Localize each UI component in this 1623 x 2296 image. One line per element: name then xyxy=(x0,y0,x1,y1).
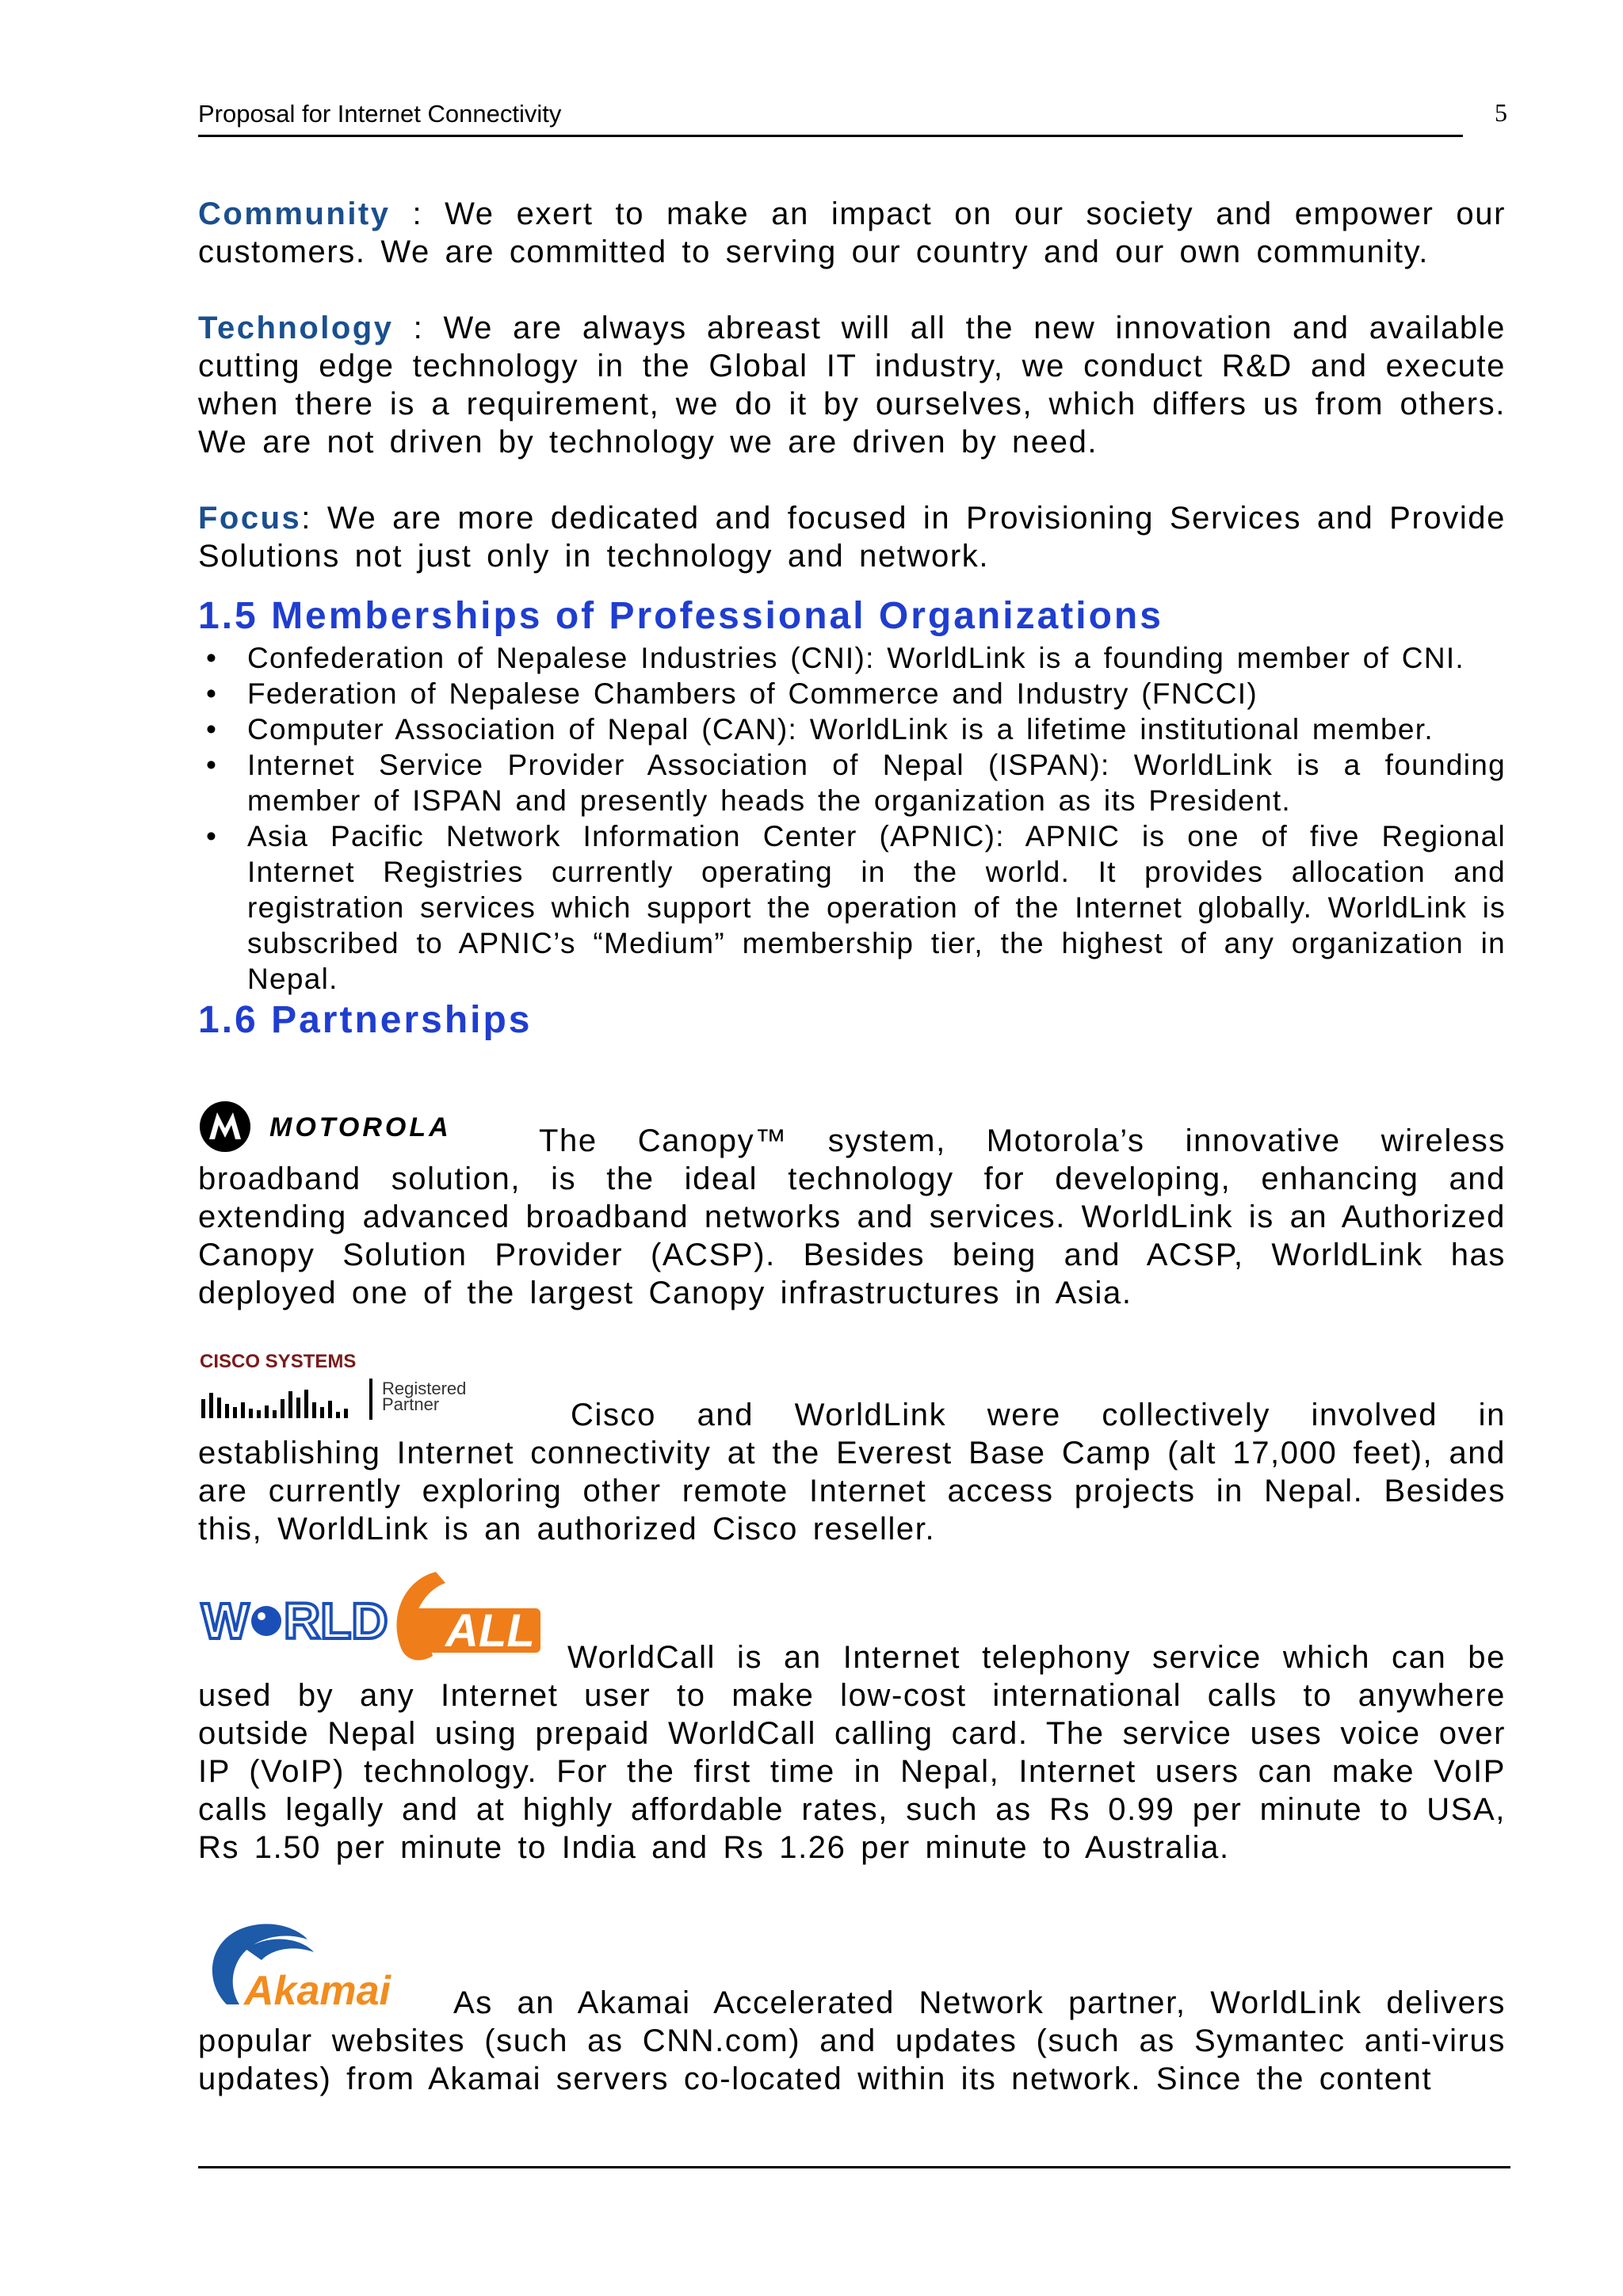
community-text: We exert to make an impact on our society and empower our customers. We are committed to serving our country and our own community. xyxy=(198,196,1506,269)
motorola-partner xyxy=(198,1100,1506,1312)
motorola-logo xyxy=(198,1101,515,1160)
page-header xyxy=(198,100,1463,137)
header-title: Proposal for Internet Connectivity xyxy=(198,100,562,128)
cisco-wordmark: CISCO SYSTEMS xyxy=(200,1351,357,1372)
page-number: 5 xyxy=(1495,98,1507,127)
bullet-icon: • xyxy=(206,820,218,852)
separator: : xyxy=(390,196,445,231)
cisco-text: Cisco and WorldLink were collectively involved in establishing Internet connectivity at the Everest Base Camp (alt 17,000 feet), and are currently exploring other remote Internet access projects in Nepal. Besides this, WorldLink is an authorized Cisco reseller. xyxy=(198,1398,1506,1547)
list-item-text: Asia Pacific Network Information Center (APNIC): APNIC is one of five Regional Internet Registries currently operating in the world. It provides allocation and registration services which support the operation of the Internet globally. WorldLink is subscribed to APNIC’s “Medium” membership tier, the highest of any organization in Nepal. xyxy=(247,820,1506,995)
memberships-heading: 1.5 Memberships of Professional Organizations xyxy=(198,595,1163,637)
worldcall-text: WorldCall is an Internet telephony service which can be used by any Internet user to make low-cost international calls to anywhere outside Nepal using prepaid WorldCall calling card. The service uses voice over IP (VoIP) technology. For the first time in Nepal, Internet users can make VoIP calls legally and at highly affordable rates, such as Rs 0.99 per minute to USA, Rs 1.50 per minute to India and Rs 1.26 per minute to Australia. xyxy=(198,1640,1506,1865)
cisco-partner xyxy=(198,1350,1506,1548)
community-paragraph xyxy=(198,195,1506,271)
worldcall-logo xyxy=(198,1569,544,1665)
cisco-registered-label: Registered xyxy=(382,1379,467,1398)
akamai-wordmark: Akamai xyxy=(244,1968,391,2014)
bullet-icon: • xyxy=(206,677,218,710)
list-item-text: Federation of Nepalese Chambers of Commerce and Industry (FNCCI) xyxy=(247,677,1258,710)
technology-paragraph xyxy=(198,309,1506,461)
partnerships-heading: 1.6 Partnerships xyxy=(198,999,533,1041)
akamai-partner xyxy=(198,1916,1506,2098)
separator: : xyxy=(301,501,327,536)
motorola-text: The Canopy™ system, Motorola’s innovative wireless broadband solution, is the ideal technology for developing, enhancing and extending advanced broadband networks and services. WorldLink is an Authorized Canopy Solution Provider (ACSP). Besides being and ACSP, WorldLink has deployed one of the largest Canopy infrastructures in Asia. xyxy=(198,1123,1506,1310)
list-item xyxy=(198,747,1506,818)
memberships-list xyxy=(198,640,1506,997)
focus-paragraph xyxy=(198,499,1506,575)
motorola-wordmark: MOTOROLA xyxy=(269,1112,452,1142)
footer-rule xyxy=(198,2166,1510,2168)
technology-text: We are always abreast will all the new innovation and available cutting edge technology in the Global IT industry, we conduct R&D and execute when there is a requirement, we do it by ourselves, which differs us from others. We are not driven by technology we are driven by need. xyxy=(198,311,1507,460)
community-keyword: Community xyxy=(198,196,391,231)
focus-text: We are more dedicated and focused in Provisioning Services and Provide Solutions not just only in technology and network. xyxy=(198,501,1506,574)
page-content xyxy=(198,195,1506,2098)
focus-keyword: Focus xyxy=(198,501,302,536)
list-item-text: Internet Service Provider Association of Nepal (ISPAN): WorldLink is a founding member of ISPAN and presently heads the organization as its President. xyxy=(247,749,1506,817)
separator: : xyxy=(393,311,444,345)
worldcall-partner xyxy=(198,1569,1506,1867)
list-item-text: Confederation of Nepalese Industries (CNI): WorldLink is a founding member of CNI. xyxy=(247,642,1465,674)
worldcall-w: W xyxy=(201,1592,250,1650)
cisco-partner-label: Partner xyxy=(382,1394,440,1414)
list-item xyxy=(198,818,1506,997)
bullet-icon: • xyxy=(206,749,218,781)
list-item xyxy=(198,640,1506,676)
technology-keyword: Technology xyxy=(198,311,394,345)
list-item-text: Computer Association of Nepal (CAN): WorldLink is a lifetime institutional member. xyxy=(247,713,1434,746)
bullet-icon: • xyxy=(206,642,218,674)
worldcall-all: ALL xyxy=(445,1605,535,1657)
akamai-text: As an Akamai Accelerated Network partner, WorldLink delivers popular websites (such as CNN.com) and updates (such as Symantec anti-virus updates) from Akamai servers co-located within its network. Since the content xyxy=(198,1985,1506,2096)
worldcall-rld: RLD xyxy=(284,1592,388,1650)
bullet-icon: • xyxy=(206,713,218,746)
akamai-logo xyxy=(198,1916,430,2017)
list-item xyxy=(198,711,1506,747)
cisco-logo xyxy=(198,1350,547,1421)
list-item xyxy=(198,676,1506,711)
